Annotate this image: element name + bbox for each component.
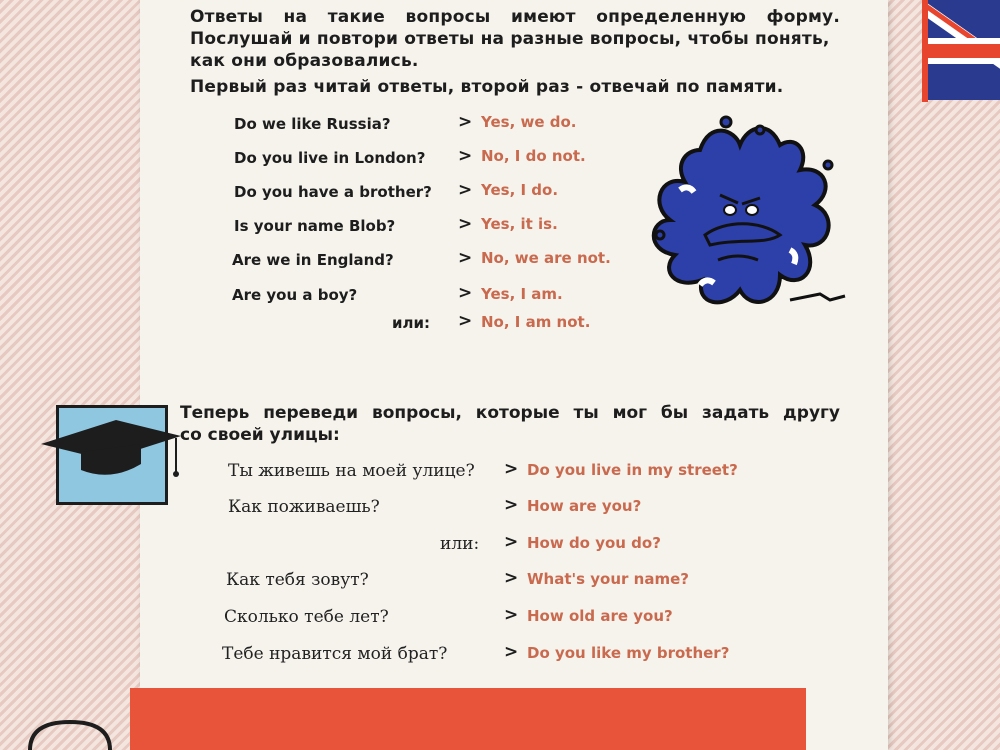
question-2: Do you live in London? (234, 149, 426, 167)
en-answer-3: How do you do? (527, 534, 661, 552)
en-answer-4: What's your name? (527, 570, 689, 588)
question-6: Are you a boy? (232, 286, 358, 304)
intro-line-3: как они образовались. (190, 51, 419, 71)
question-3: Do you have a brother? (234, 183, 432, 201)
answer-1: Yes, we do. (481, 113, 577, 131)
answer-4: Yes, it is. (481, 215, 558, 233)
section2-line-1: Теперь переведи вопросы, которые ты мог бы задать другу (180, 403, 840, 423)
arrow-8: > (504, 459, 519, 479)
headphones-icon (20, 718, 130, 750)
ru-question-1: Ты живешь на моей улице? (228, 461, 475, 481)
red-banner (130, 688, 806, 750)
intro-line-2: Послушай и повтори ответы на разные вопросы, чтобы понять, (190, 29, 830, 49)
arrow-5: > (458, 248, 473, 268)
section2-instructions (180, 402, 840, 446)
arrow-12: > (504, 605, 519, 625)
intro-line-4: Первый раз читай ответы, второй раз - отвечай по памяти. (190, 77, 784, 97)
ru-question-6: Тебе нравится мой брат? (222, 644, 448, 664)
arrow-3: > (458, 180, 473, 200)
blob-character-icon (640, 110, 850, 325)
uk-flag-icon (928, 0, 1000, 100)
answer-2: No, I do not. (481, 147, 586, 165)
ru-question-4: Как тебя зовут? (226, 570, 369, 590)
en-answer-6: Do you like my brother? (527, 644, 730, 662)
en-answer-1: Do you live in my street? (527, 461, 738, 479)
question-5: Are we in England? (232, 251, 394, 269)
question-4: Is your name Blob? (234, 217, 396, 235)
answer-5: No, we are not. (481, 249, 611, 267)
ru-question-3-or: или: (440, 534, 480, 554)
arrow-11: > (504, 568, 519, 588)
arrow-10: > (504, 532, 519, 552)
arrow-6: > (458, 283, 473, 303)
intro-line-1: Ответы на такие вопросы имеют определенную форму. (190, 7, 840, 27)
graduation-cap-icon (36, 412, 186, 482)
answer-6: Yes, I am. (481, 285, 563, 303)
arrow-2: > (458, 146, 473, 166)
arrow-13: > (504, 642, 519, 662)
en-answer-5: How old are you? (527, 607, 673, 625)
answer-7: No, I am not. (481, 313, 591, 331)
question-1: Do we like Russia? (234, 115, 391, 133)
section2-line-2: со своей улицы: (180, 425, 340, 445)
en-answer-2: How are you? (527, 497, 642, 515)
arrow-9: > (504, 495, 519, 515)
arrow-1: > (458, 112, 473, 132)
ru-question-2: Как поживаешь? (228, 497, 380, 517)
answer-3: Yes, I do. (481, 181, 559, 199)
question-7-or: или: (392, 314, 431, 332)
intro-paragraph (190, 6, 840, 98)
arrow-4: > (458, 214, 473, 234)
arrow-7: > (458, 311, 473, 331)
ru-question-5: Сколько тебе лет? (224, 607, 389, 627)
